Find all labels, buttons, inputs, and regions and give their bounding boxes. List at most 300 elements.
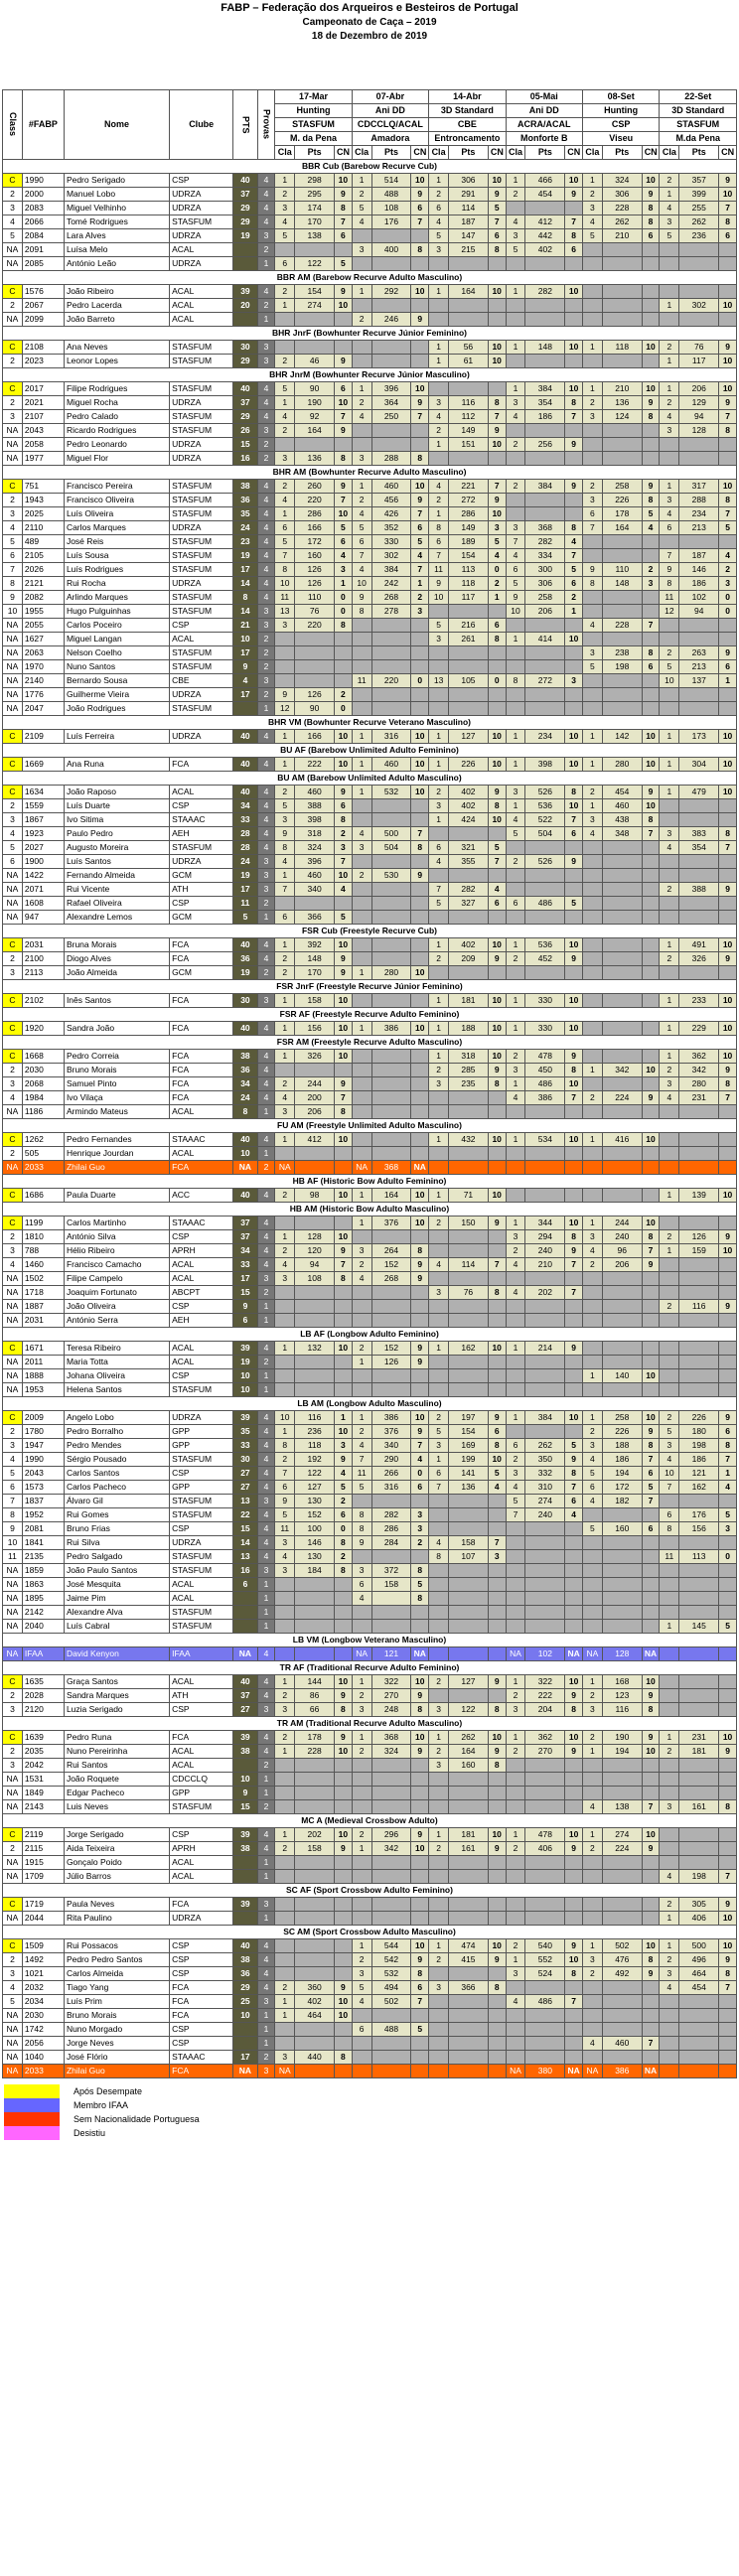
event-score: 210 bbox=[525, 1258, 565, 1272]
event-cn: 0 bbox=[335, 605, 353, 619]
event-cn bbox=[488, 1495, 506, 1508]
total-points: 9 bbox=[233, 1300, 257, 1314]
club-cell: CSP bbox=[170, 174, 233, 188]
event-place: Amadora bbox=[352, 132, 428, 146]
athlete-name: António Leão bbox=[64, 257, 169, 271]
event-cn bbox=[411, 1133, 429, 1147]
club-cell: FCA bbox=[170, 952, 233, 966]
athlete-row bbox=[3, 438, 737, 452]
event-score: 406 bbox=[525, 1842, 565, 1856]
event-cn: 10 bbox=[335, 1230, 353, 1244]
event-rank: 1 bbox=[275, 396, 295, 410]
event-rank bbox=[660, 1356, 679, 1369]
event-score: 324 bbox=[602, 174, 642, 188]
category-row bbox=[3, 1036, 737, 1050]
event-cn: 10 bbox=[565, 730, 583, 744]
event-cn bbox=[565, 1759, 583, 1773]
event-rank bbox=[275, 1856, 295, 1870]
event-score: 142 bbox=[602, 730, 642, 744]
event-cn bbox=[411, 1912, 429, 1926]
event-cn bbox=[719, 285, 737, 299]
event-score: 194 bbox=[602, 1745, 642, 1759]
athlete-row bbox=[3, 1300, 737, 1314]
total-points bbox=[233, 1606, 257, 1620]
event-cn: 8 bbox=[719, 215, 737, 229]
event-rank bbox=[582, 1050, 602, 1064]
total-points: 33 bbox=[233, 813, 257, 827]
event-cn: 8 bbox=[719, 1967, 737, 1981]
event-score bbox=[679, 1689, 719, 1703]
event-rank: 1 bbox=[352, 966, 371, 980]
event-rank: 3 bbox=[582, 1230, 602, 1244]
athlete-name: Luis Neves bbox=[64, 1800, 169, 1814]
event-rank: 5 bbox=[429, 619, 449, 633]
event-rank bbox=[660, 452, 679, 466]
event-cn bbox=[719, 2023, 737, 2037]
provas-count: 1 bbox=[257, 911, 275, 925]
athlete-name: Alexandre Alva bbox=[64, 1606, 169, 1620]
club-cell: ACAL bbox=[170, 1147, 233, 1161]
event-rank bbox=[660, 313, 679, 327]
event-rank bbox=[582, 1022, 602, 1036]
provas-count: 4 bbox=[257, 1828, 275, 1842]
event-rank: 8 bbox=[275, 563, 295, 577]
event-cn bbox=[335, 1647, 353, 1661]
event-rank: 1 bbox=[429, 730, 449, 744]
event-rank: 6 bbox=[660, 1508, 679, 1522]
event-cn: 9 bbox=[642, 1689, 660, 1703]
fabp-number: 1915 bbox=[22, 1856, 64, 1870]
event-cn bbox=[411, 702, 429, 716]
event-rank bbox=[582, 1564, 602, 1578]
event-score bbox=[525, 1981, 565, 1995]
fabp-number: 1837 bbox=[22, 1495, 64, 1508]
event-score: 450 bbox=[525, 1064, 565, 1077]
event-rank: NA bbox=[352, 1161, 371, 1175]
event-score bbox=[525, 1550, 565, 1564]
class-cell: 2 bbox=[3, 299, 23, 313]
provas-count: 3 bbox=[257, 855, 275, 869]
event-cn bbox=[488, 911, 506, 925]
event-cn bbox=[335, 1856, 353, 1870]
event-cn bbox=[335, 897, 353, 911]
event-score: 456 bbox=[371, 494, 411, 507]
event-cn: 10 bbox=[719, 758, 737, 772]
event-cn bbox=[565, 2023, 583, 2037]
event-score: 478 bbox=[525, 1050, 565, 1064]
event-score: 122 bbox=[295, 257, 335, 271]
event-cn bbox=[411, 1898, 429, 1912]
club-cell: STASFUM bbox=[170, 549, 233, 563]
event-cn: 9 bbox=[488, 786, 506, 799]
club-cell: GPP bbox=[170, 1439, 233, 1453]
event-rank: 1 bbox=[275, 2009, 295, 2023]
event-score: 318 bbox=[449, 1050, 489, 1064]
event-rank: 2 bbox=[582, 480, 602, 494]
athlete-row bbox=[3, 424, 737, 438]
event-score bbox=[449, 1300, 489, 1314]
event-score bbox=[449, 1272, 489, 1286]
event-cn: 9 bbox=[565, 952, 583, 966]
event-rank: 3 bbox=[275, 813, 295, 827]
event-cn bbox=[488, 660, 506, 674]
provas-count: 1 bbox=[257, 2023, 275, 2037]
event-cn: 10 bbox=[335, 1675, 353, 1689]
event-score bbox=[602, 883, 642, 897]
event-score: 148 bbox=[295, 952, 335, 966]
event-score: 187 bbox=[679, 549, 719, 563]
fabp-number: IFAA bbox=[22, 1647, 64, 1661]
event-cn bbox=[565, 507, 583, 521]
event-rank: 1 bbox=[429, 1828, 449, 1842]
event-rank: 13 bbox=[429, 674, 449, 688]
event-rank: 6 bbox=[506, 563, 525, 577]
event-cn bbox=[488, 1606, 506, 1620]
event-score: 398 bbox=[525, 758, 565, 772]
event-rank: 4 bbox=[275, 410, 295, 424]
event-cn: 2 bbox=[488, 577, 506, 591]
event-rank bbox=[352, 1870, 371, 1884]
event-score bbox=[295, 1870, 335, 1884]
event-score: 386 bbox=[525, 1091, 565, 1105]
event-cn bbox=[642, 869, 660, 883]
event-score bbox=[371, 1787, 411, 1800]
provas-count: 3 bbox=[257, 869, 275, 883]
event-rank: 2 bbox=[275, 1689, 295, 1703]
event-rank bbox=[352, 799, 371, 813]
club-cell: CSP bbox=[170, 1230, 233, 1244]
event-score: 136 bbox=[295, 452, 335, 466]
event-score: 174 bbox=[295, 202, 335, 215]
event-score bbox=[679, 243, 719, 257]
athlete-name: José Flório bbox=[64, 2051, 169, 2065]
event-score: 324 bbox=[371, 1745, 411, 1759]
event-cn: 7 bbox=[411, 1439, 429, 1453]
event-score: 94 bbox=[679, 605, 719, 619]
event-score: 116 bbox=[602, 1703, 642, 1717]
total-points bbox=[233, 1592, 257, 1606]
event-score: 396 bbox=[295, 855, 335, 869]
event-rank: 10 bbox=[506, 605, 525, 619]
event-cn bbox=[488, 1856, 506, 1870]
club-cell: FCA bbox=[170, 2065, 233, 2078]
event-cn: 8 bbox=[335, 2051, 353, 2065]
legend-item bbox=[4, 2112, 262, 2126]
event-cn bbox=[335, 1939, 353, 1953]
event-cn: 7 bbox=[565, 813, 583, 827]
event-cn bbox=[488, 702, 506, 716]
event-score: 384 bbox=[525, 382, 565, 396]
fabp-number: 2034 bbox=[22, 1995, 64, 2009]
event-cn: 10 bbox=[719, 1244, 737, 1258]
event-rank bbox=[352, 994, 371, 1008]
event-score: 222 bbox=[525, 1689, 565, 1703]
class-cell: NA bbox=[3, 1314, 23, 1328]
event-rank: 4 bbox=[506, 813, 525, 827]
fabp-number: 1460 bbox=[22, 1258, 64, 1272]
event-cn bbox=[411, 799, 429, 813]
provas-count: 3 bbox=[257, 341, 275, 355]
event-rank bbox=[582, 897, 602, 911]
event-rank: 4 bbox=[275, 1258, 295, 1272]
event-score: 76 bbox=[295, 605, 335, 619]
event-cn: 5 bbox=[488, 841, 506, 855]
event-score: 262 bbox=[449, 1731, 489, 1745]
class-cell: NA bbox=[3, 619, 23, 633]
event-rank bbox=[352, 1300, 371, 1314]
total-points: 27 bbox=[233, 1481, 257, 1495]
event-rank: 2 bbox=[660, 883, 679, 897]
fabp-number: 1719 bbox=[22, 1898, 64, 1912]
event-cn bbox=[488, 1522, 506, 1536]
event-cn: 8 bbox=[411, 1244, 429, 1258]
event-rank bbox=[352, 229, 371, 243]
event-score bbox=[679, 1369, 719, 1383]
event-cn bbox=[565, 1550, 583, 1564]
category-title: BHR JnrM (Bowhunter Recurve Júnior Masculino) bbox=[3, 368, 737, 382]
event-score: 263 bbox=[679, 646, 719, 660]
event-cn: 7 bbox=[719, 1870, 737, 1884]
athlete-name: Luís Sousa bbox=[64, 549, 169, 563]
event-cn bbox=[488, 382, 506, 396]
event-cn bbox=[335, 1759, 353, 1773]
club-cell: STASFUM bbox=[170, 535, 233, 549]
event-rank: 3 bbox=[506, 229, 525, 243]
event-rank: 4 bbox=[660, 1981, 679, 1995]
event-score bbox=[371, 1300, 411, 1314]
event-rank bbox=[660, 1773, 679, 1787]
event-score bbox=[449, 2009, 489, 2023]
event-rank bbox=[582, 1272, 602, 1286]
event-cn: 3 bbox=[719, 577, 737, 591]
event-cn bbox=[488, 966, 506, 980]
event-cn: 10 bbox=[335, 869, 353, 883]
provas-count: 4 bbox=[257, 1939, 275, 1953]
event-score bbox=[449, 827, 489, 841]
event-score bbox=[371, 1800, 411, 1814]
club-cell: UDRZA bbox=[170, 438, 233, 452]
club-cell: ACAL bbox=[170, 1675, 233, 1689]
event-score: 186 bbox=[602, 1453, 642, 1467]
club-cell: ACAL bbox=[170, 285, 233, 299]
athlete-row bbox=[3, 1759, 737, 1773]
event-score bbox=[449, 382, 489, 396]
class-cell: 2 bbox=[3, 188, 23, 202]
event-cn: 9 bbox=[411, 1272, 429, 1286]
event-score: 116 bbox=[449, 396, 489, 410]
event-score bbox=[525, 1870, 565, 1884]
category-row bbox=[3, 1661, 737, 1675]
club-cell: ACAL bbox=[170, 313, 233, 327]
event-score bbox=[295, 438, 335, 452]
event-score bbox=[679, 1647, 719, 1661]
event-rank: 11 bbox=[275, 591, 295, 605]
event-cn: 9 bbox=[719, 883, 737, 897]
event-cn: 5 bbox=[565, 897, 583, 911]
event-rank bbox=[275, 1383, 295, 1397]
event-score bbox=[449, 1787, 489, 1800]
event-rank bbox=[506, 355, 525, 368]
event-score: 544 bbox=[371, 1939, 411, 1953]
event-cn bbox=[642, 535, 660, 549]
event-score: 294 bbox=[525, 1230, 565, 1244]
fabp-number: 2030 bbox=[22, 2009, 64, 2023]
total-points: NA bbox=[233, 1647, 257, 1661]
event-score bbox=[525, 1522, 565, 1536]
event-rank bbox=[429, 702, 449, 716]
event-rank: 6 bbox=[506, 897, 525, 911]
event-cn: 10 bbox=[565, 1675, 583, 1689]
total-points: 17 bbox=[233, 646, 257, 660]
event-score bbox=[602, 1314, 642, 1328]
event-cn: 8 bbox=[488, 243, 506, 257]
provas-count: 4 bbox=[257, 1091, 275, 1105]
legend-swatch bbox=[4, 2084, 60, 2098]
event-score: 412 bbox=[295, 1133, 335, 1147]
event-score bbox=[525, 1383, 565, 1397]
event-cn: 7 bbox=[642, 1800, 660, 1814]
event-rank: 4 bbox=[429, 1258, 449, 1272]
athlete-name: Bruna Morais bbox=[64, 938, 169, 952]
event-rank: 1 bbox=[275, 1828, 295, 1842]
event-cn: 10 bbox=[335, 174, 353, 188]
event-score bbox=[449, 1230, 489, 1244]
event-rank: 11 bbox=[660, 591, 679, 605]
event-rank bbox=[506, 1800, 525, 1814]
event-rank: 1 bbox=[506, 1411, 525, 1425]
event-rank bbox=[506, 1773, 525, 1787]
event-rank: 1 bbox=[352, 1022, 371, 1036]
event-rank bbox=[660, 869, 679, 883]
club-cell: CSP bbox=[170, 897, 233, 911]
event-score: 357 bbox=[679, 174, 719, 188]
event-cn bbox=[719, 438, 737, 452]
athlete-row bbox=[3, 855, 737, 869]
event-score: 214 bbox=[525, 1342, 565, 1356]
event-score bbox=[449, 1522, 489, 1536]
athlete-row bbox=[3, 535, 737, 549]
class-cell: NA bbox=[3, 1272, 23, 1286]
event-score: 280 bbox=[602, 758, 642, 772]
total-points: 29 bbox=[233, 202, 257, 215]
fabp-number: 2027 bbox=[22, 841, 64, 855]
event-cn bbox=[719, 1773, 737, 1787]
total-points: 38 bbox=[233, 1953, 257, 1967]
athlete-row bbox=[3, 1828, 737, 1842]
athlete-row bbox=[3, 1981, 737, 1995]
event-rank: 1 bbox=[582, 174, 602, 188]
provas-count: 1 bbox=[257, 1856, 275, 1870]
event-cn bbox=[335, 1578, 353, 1592]
event-rank bbox=[275, 897, 295, 911]
fabp-number: 1639 bbox=[22, 1731, 64, 1745]
event-score: 542 bbox=[371, 1953, 411, 1967]
event-cn: 10 bbox=[565, 1133, 583, 1147]
event-cn: 4 bbox=[565, 1508, 583, 1522]
event-cn: 8 bbox=[565, 521, 583, 535]
event-score bbox=[525, 299, 565, 313]
event-cn bbox=[411, 1105, 429, 1119]
event-cn bbox=[719, 1675, 737, 1689]
event-cn bbox=[411, 1495, 429, 1508]
event-cn bbox=[565, 619, 583, 633]
event-cn: 5 bbox=[565, 563, 583, 577]
event-cn bbox=[719, 1286, 737, 1300]
club-cell: STASFUM bbox=[170, 1620, 233, 1634]
provas-count: 3 bbox=[257, 674, 275, 688]
club-cell: UDRZA bbox=[170, 1536, 233, 1550]
event-cn: 7 bbox=[642, 827, 660, 841]
event-score: 318 bbox=[295, 827, 335, 841]
event-rank: NA bbox=[352, 1647, 371, 1661]
event-score bbox=[602, 313, 642, 327]
event-score: 442 bbox=[525, 229, 565, 243]
event-rank: 1 bbox=[352, 174, 371, 188]
event-score bbox=[679, 285, 719, 299]
event-cn bbox=[335, 1800, 353, 1814]
event-cn bbox=[335, 2037, 353, 2051]
provas-count: 4 bbox=[257, 1967, 275, 1981]
athlete-row bbox=[3, 1787, 737, 1800]
fabp-number: 1608 bbox=[22, 897, 64, 911]
event-cn: 7 bbox=[411, 215, 429, 229]
event-rank: 2 bbox=[506, 1939, 525, 1953]
event-cn bbox=[719, 1647, 737, 1661]
event-score: 170 bbox=[295, 215, 335, 229]
event-score: 66 bbox=[295, 1703, 335, 1717]
event-score: 194 bbox=[602, 1467, 642, 1481]
event-cn: 5 bbox=[411, 2023, 429, 2037]
event-rank bbox=[660, 1216, 679, 1230]
event-cn: 6 bbox=[642, 660, 660, 674]
event-rank: 1 bbox=[275, 994, 295, 1008]
event-cn: 10 bbox=[335, 758, 353, 772]
event-score: 272 bbox=[449, 494, 489, 507]
event-rank bbox=[506, 2009, 525, 2023]
event-rank: 4 bbox=[352, 410, 371, 424]
event-rank: 2 bbox=[352, 188, 371, 202]
event-cn bbox=[565, 1898, 583, 1912]
event-cn: 9 bbox=[335, 1244, 353, 1258]
athlete-row bbox=[3, 1467, 737, 1481]
club-cell: ACAL bbox=[170, 1856, 233, 1870]
event-cn bbox=[642, 591, 660, 605]
event-score: 172 bbox=[295, 535, 335, 549]
event-rank bbox=[352, 646, 371, 660]
event-rank bbox=[660, 1161, 679, 1175]
event-rank: 1 bbox=[582, 341, 602, 355]
event-rank: 2 bbox=[275, 952, 295, 966]
event-rank: 1 bbox=[275, 1745, 295, 1759]
event-cn: 7 bbox=[565, 410, 583, 424]
event-cn bbox=[642, 2009, 660, 2023]
provas-count: 1 bbox=[257, 1383, 275, 1397]
event-rank: 1 bbox=[660, 382, 679, 396]
event-score: 159 bbox=[679, 1244, 719, 1258]
event-cn bbox=[411, 229, 429, 243]
event-rank bbox=[429, 646, 449, 660]
class-cell: NA bbox=[3, 1647, 23, 1661]
event-score bbox=[295, 1647, 335, 1661]
event-score bbox=[602, 938, 642, 952]
club-cell: STASFUM bbox=[170, 660, 233, 674]
event-rank bbox=[660, 1286, 679, 1300]
event-score bbox=[525, 355, 565, 368]
event-cn: 4 bbox=[335, 883, 353, 897]
club-cell: CSP bbox=[170, 1828, 233, 1842]
event-cn: 10 bbox=[411, 1939, 429, 1953]
fabp-number: 2028 bbox=[22, 1689, 64, 1703]
